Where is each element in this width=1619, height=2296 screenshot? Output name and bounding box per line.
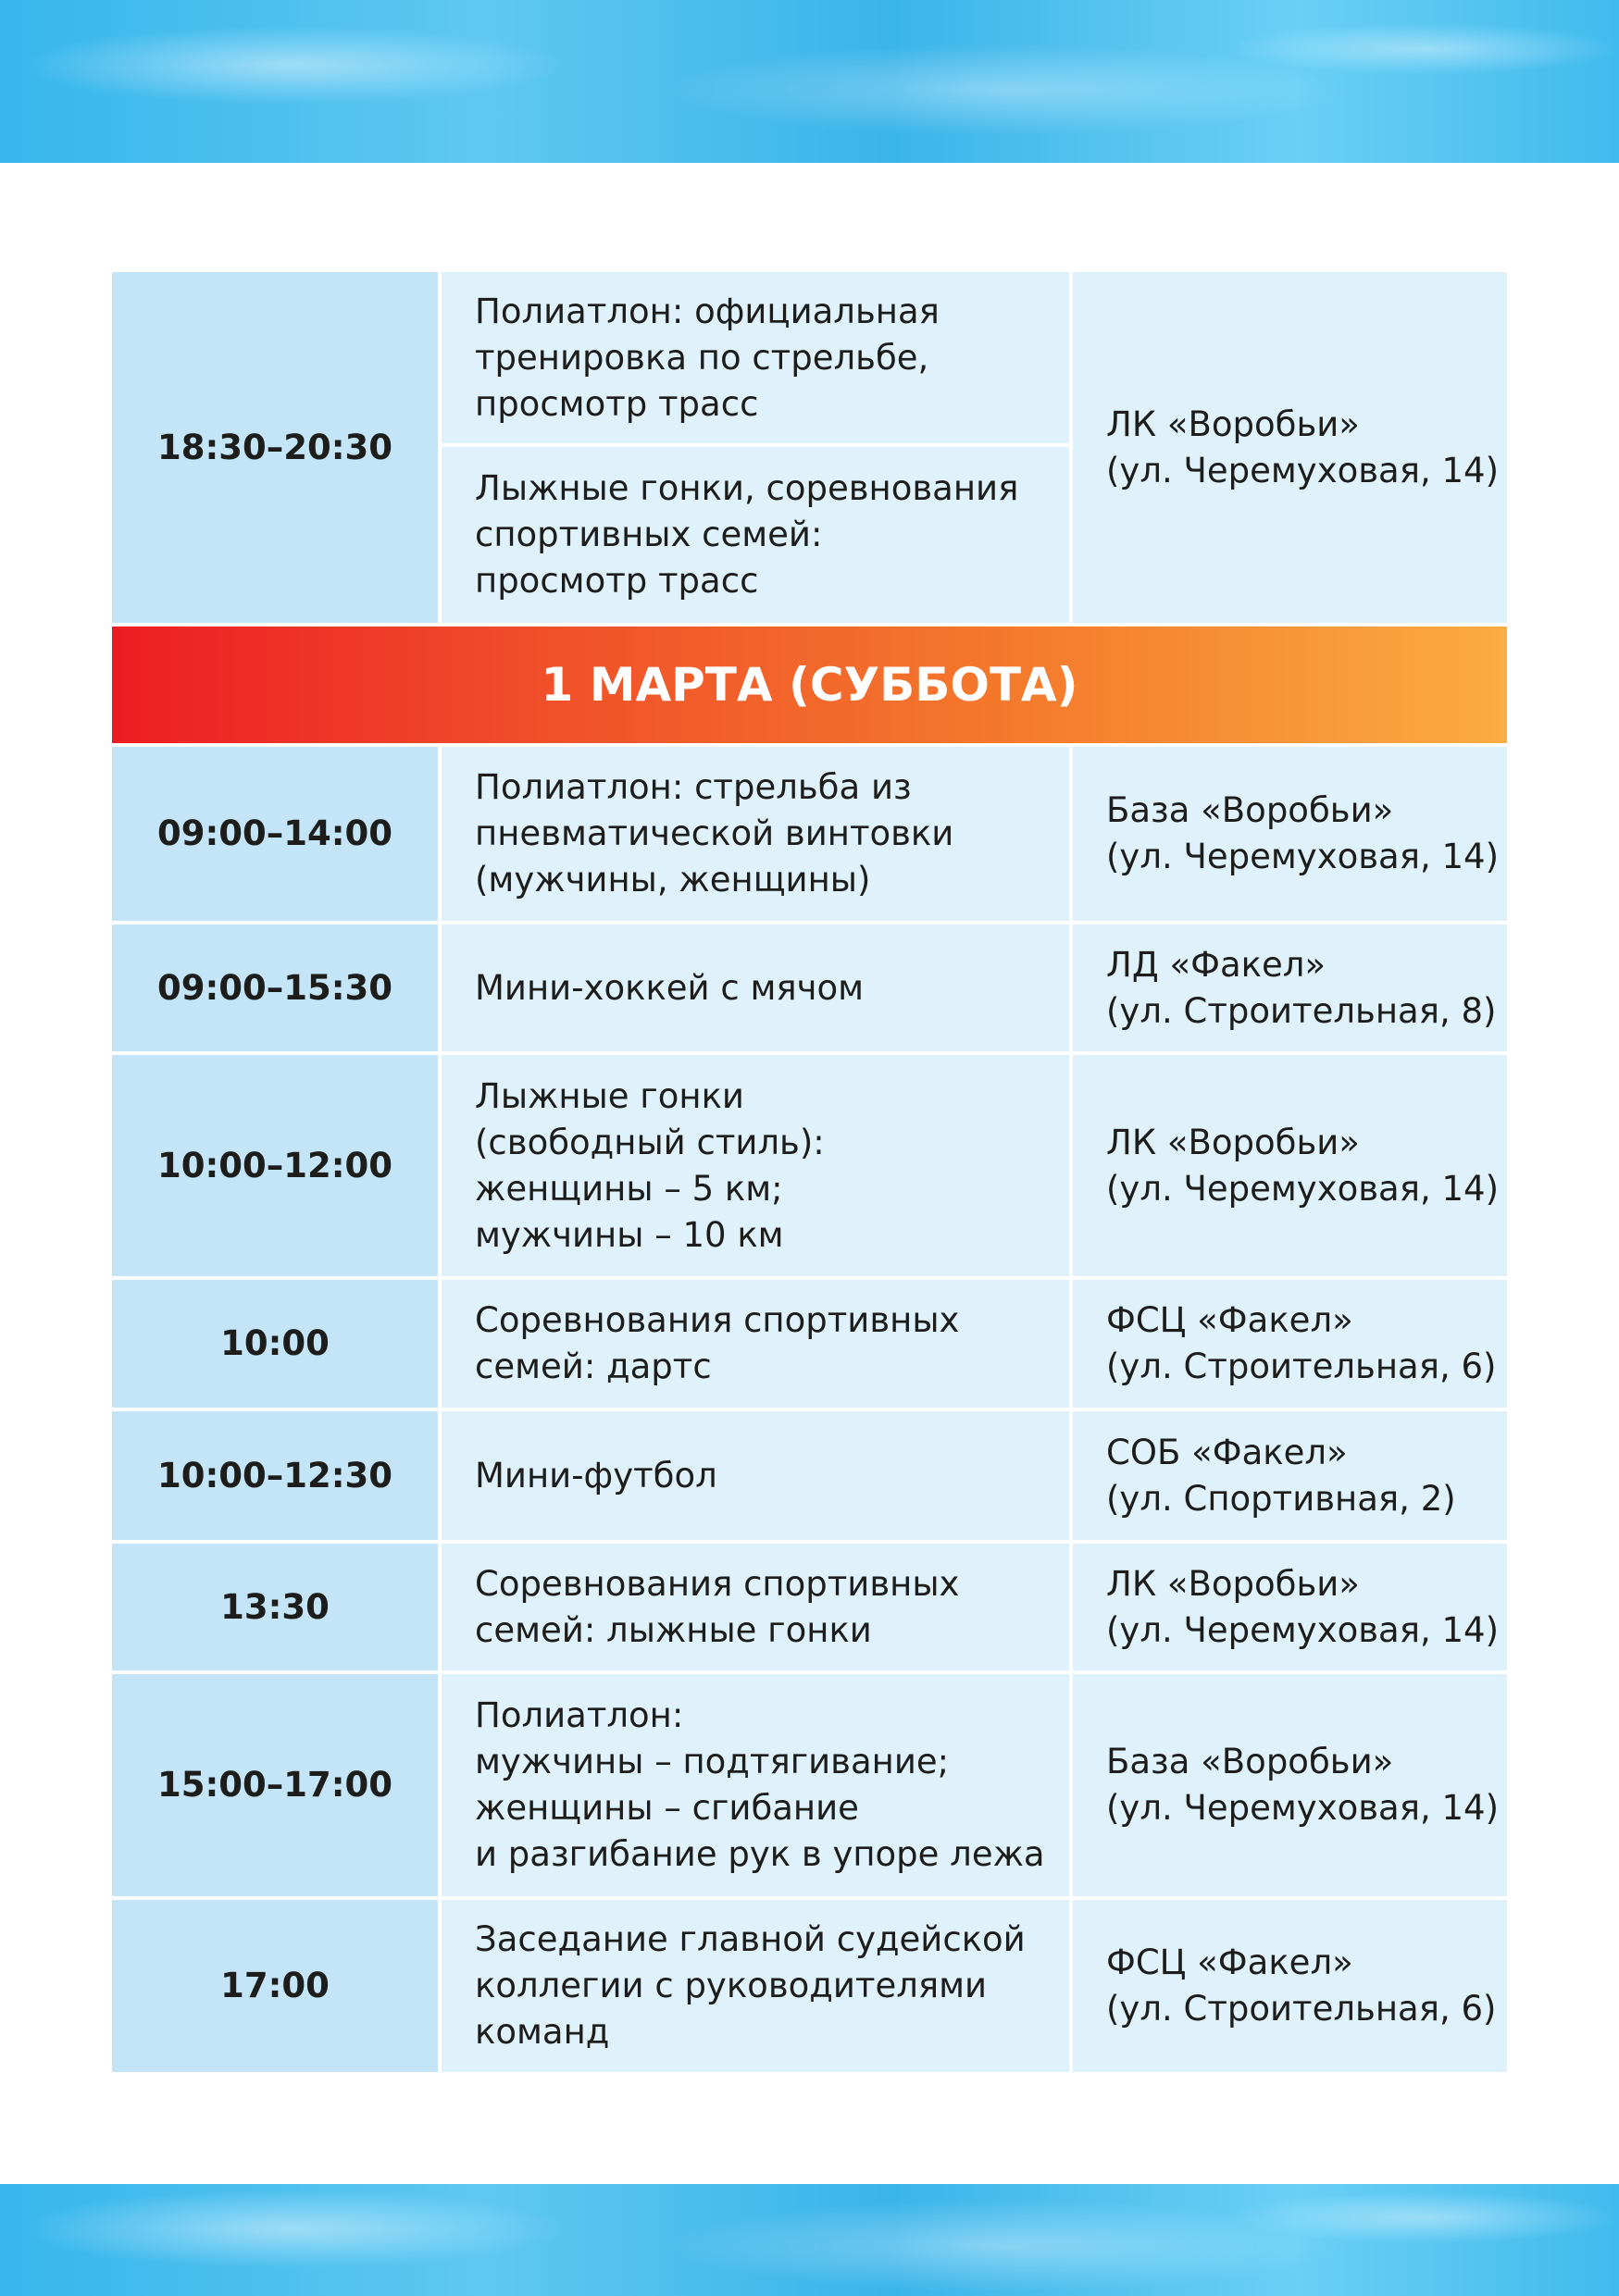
event-cell: Соревнования спортивных семей: лыжные гонки	[440, 1542, 1071, 1672]
event-cell: Лыжные гонки (свободный стиль): женщины – 5 км; мужчины – 10 км	[440, 1053, 1071, 1278]
event-cell: Заседание главной судейской коллегии с руководителями команд	[440, 1898, 1071, 2074]
event-cell: Полиатлон: мужчины – подтягивание; женщины – сгибание и разгибание рук в упоре лежа	[440, 1672, 1071, 1898]
table-row	[110, 1898, 1509, 2074]
venue-cell: СОБ «Факел» (ул. Спортивная, 2)	[1071, 1409, 1509, 1542]
top-decorative-band	[0, 0, 1619, 163]
table-row	[110, 270, 1509, 445]
day-header-row	[110, 625, 1509, 745]
time-cell: 15:00–17:00	[110, 1672, 440, 1898]
venue-cell: ЛД «Факел» (ул. Строительная, 8)	[1071, 923, 1509, 1053]
table-row	[110, 923, 1509, 1053]
time-cell: 10:00	[110, 1278, 440, 1409]
venue-cell: База «Воробьи» (ул. Черемуховая, 14)	[1071, 1672, 1509, 1898]
time-cell: 17:00	[110, 1898, 440, 2074]
table-row	[110, 1409, 1509, 1542]
table-row	[110, 1672, 1509, 1898]
time-cell: 09:00–15:30	[110, 923, 440, 1053]
table-row	[110, 1053, 1509, 1278]
venue-cell: ЛК «Воробьи» (ул. Черемуховая, 14)	[1071, 1542, 1509, 1672]
venue-cell: ЛК «Воробьи» (ул. Черемуховая, 14)	[1071, 270, 1509, 625]
time-cell: 18:30–20:30	[110, 270, 440, 625]
day-header: 1 МАРТА (СУББОТА)	[110, 625, 1509, 745]
event-cell: Лыжные гонки, соревнования спортивных семей: просмотр трасс	[440, 445, 1071, 625]
venue-cell: ФСЦ «Факел» (ул. Строительная, 6)	[1071, 1278, 1509, 1409]
event-cell: Полиатлон: официальная тренировка по стрельбе, просмотр трасс	[440, 270, 1071, 445]
venue-cell: ЛК «Воробьи» (ул. Черемуховая, 14)	[1071, 1053, 1509, 1278]
time-cell: 10:00–12:00	[110, 1053, 440, 1278]
time-cell: 13:30	[110, 1542, 440, 1672]
event-cell: Мини-хоккей с мячом	[440, 923, 1071, 1053]
table-row	[110, 1278, 1509, 1409]
bottom-decorative-band	[0, 2184, 1619, 2296]
event-cell: Мини-футбол	[440, 1409, 1071, 1542]
time-cell: 10:00–12:30	[110, 1409, 440, 1542]
table-row	[110, 745, 1509, 923]
event-cell: Полиатлон: стрельба из пневматической винтовки (мужчины, женщины)	[440, 745, 1071, 923]
time-cell: 09:00–14:00	[110, 745, 440, 923]
schedule-table	[108, 268, 1511, 2076]
venue-cell: База «Воробьи» (ул. Черемуховая, 14)	[1071, 745, 1509, 923]
table-row	[110, 1542, 1509, 1672]
event-cell: Соревнования спортивных семей: дартс	[440, 1278, 1071, 1409]
venue-cell: ФСЦ «Факел» (ул. Строительная, 6)	[1071, 1898, 1509, 2074]
